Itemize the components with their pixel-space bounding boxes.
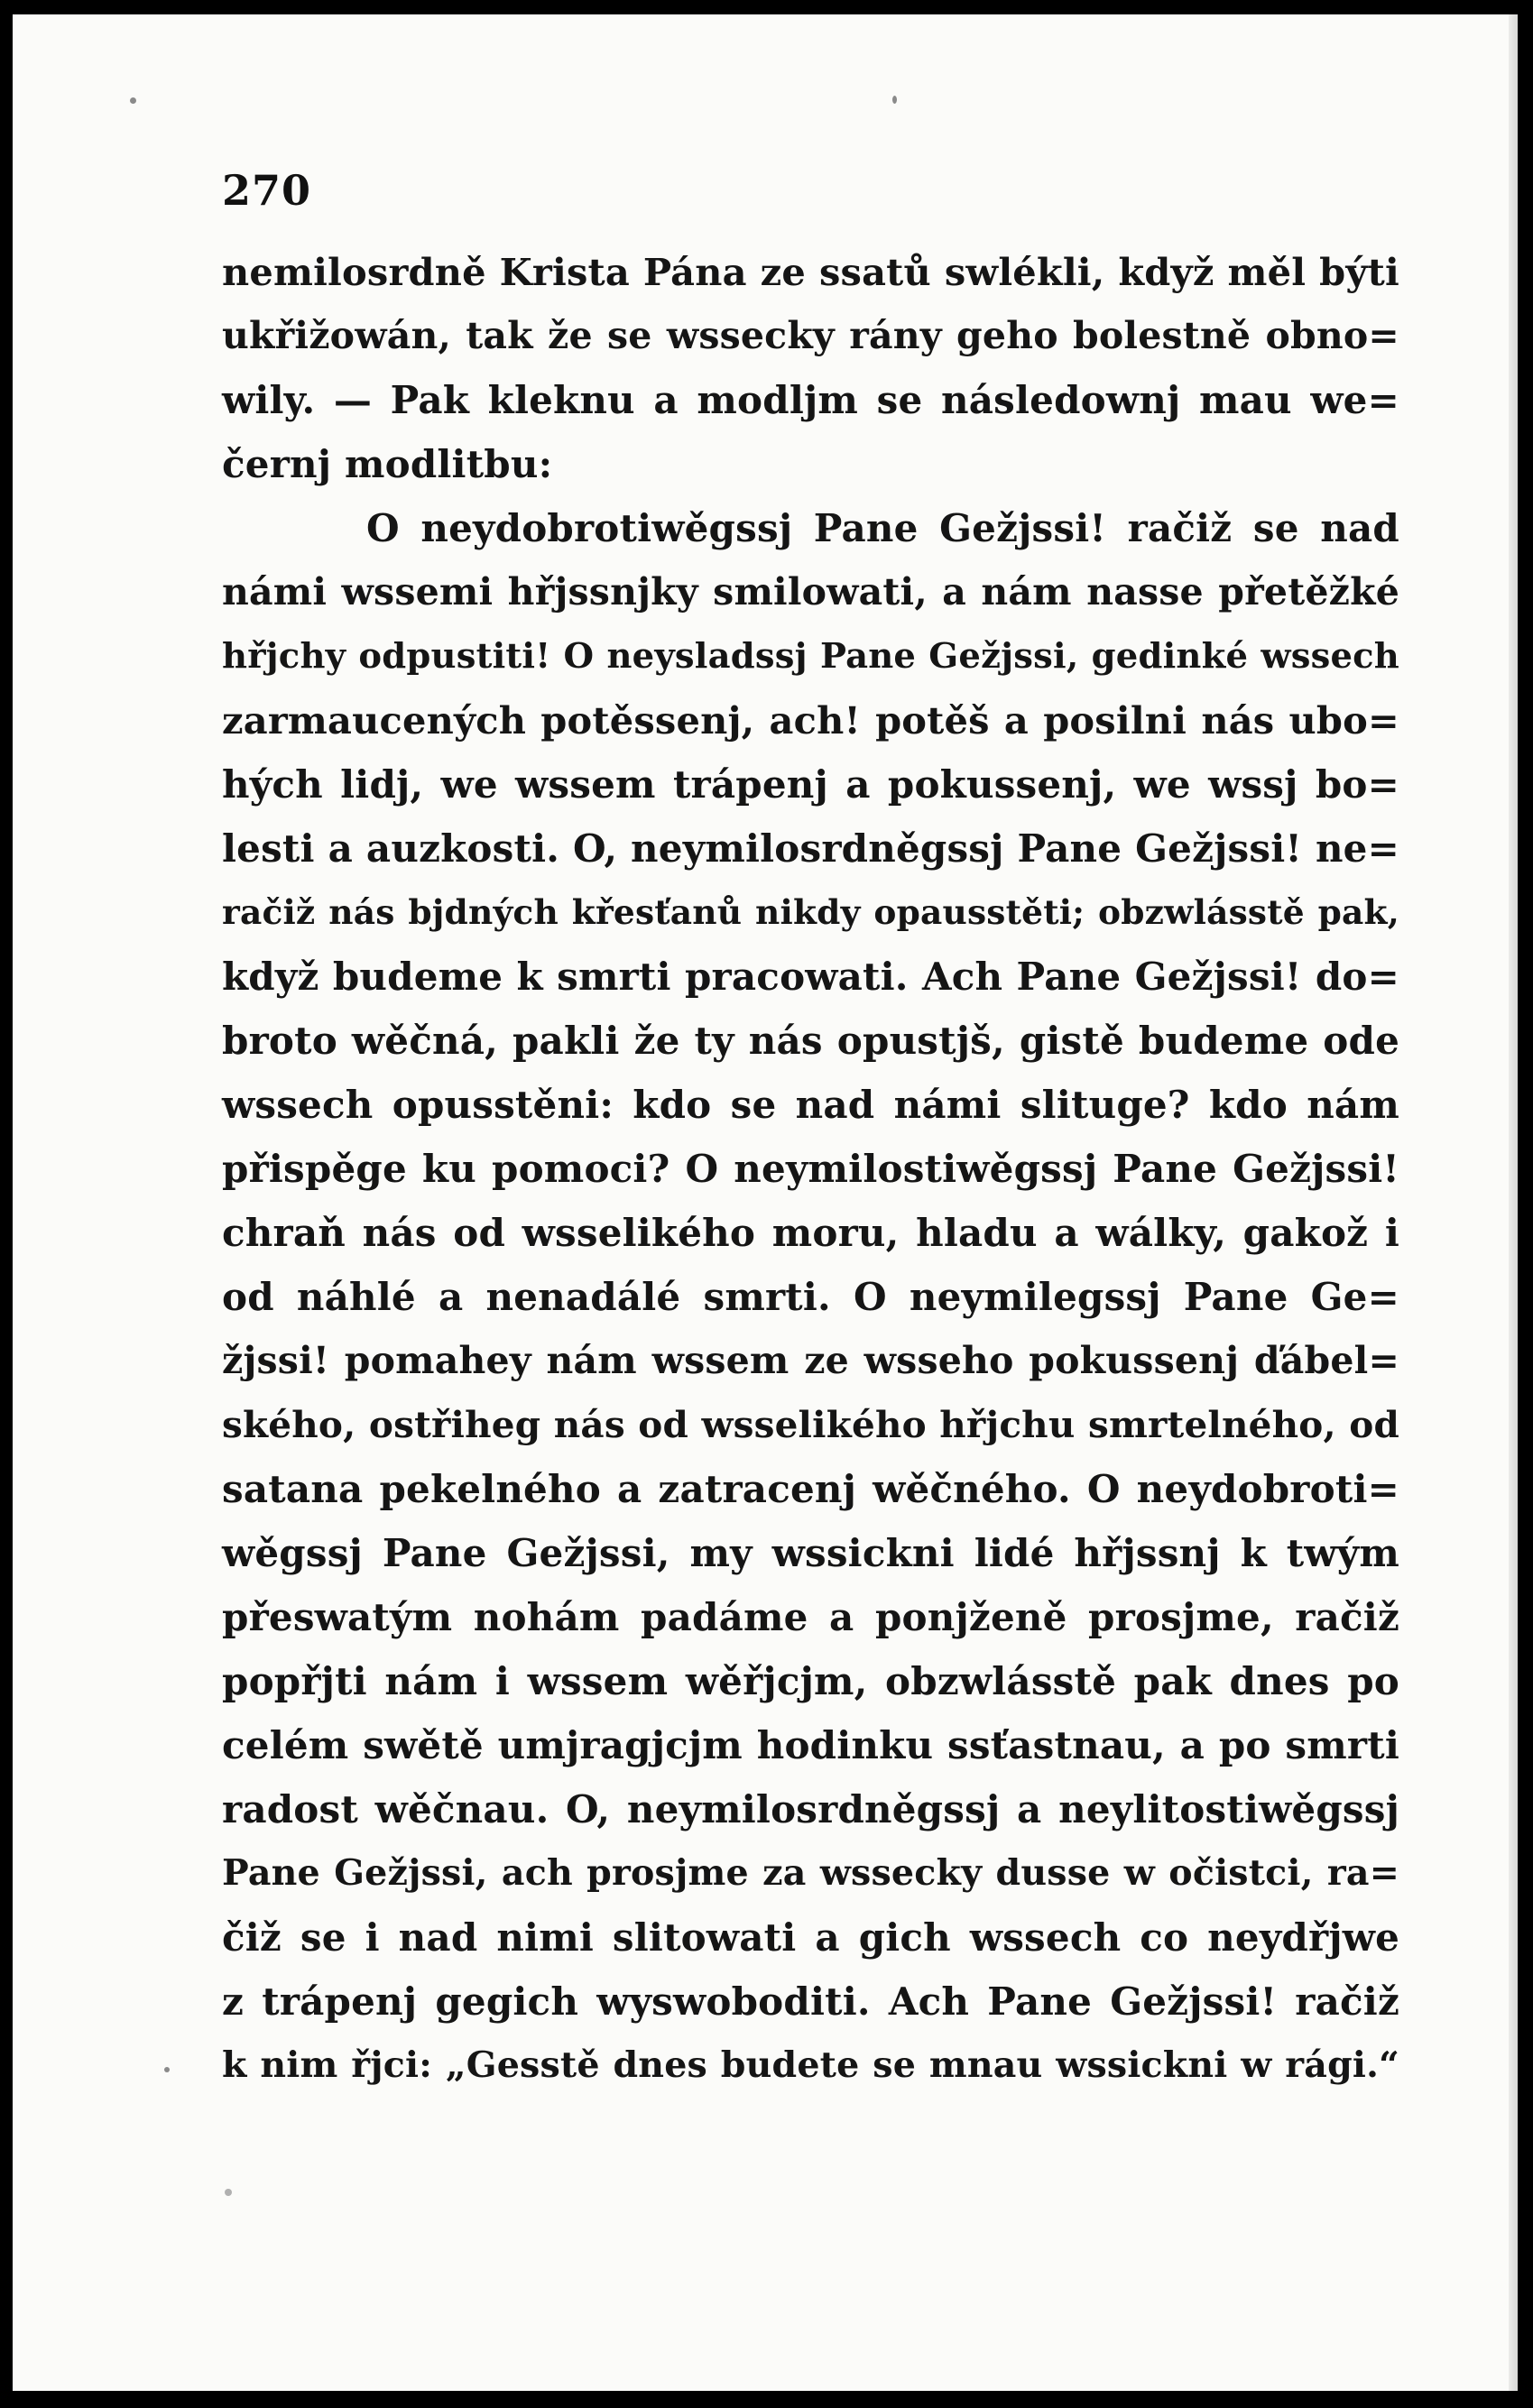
text-line: chraň nás od wsselikého moru, hladu a wálky, gakož i	[222, 1211, 1399, 1255]
page-number: 270	[222, 166, 312, 215]
text-line: k nim řjci: „Gesstě dnes budete se mnau wssickni w rági.“	[222, 2044, 1399, 2086]
text-line: ského, ostřiheg nás od wsselikého hřjchu smrtelného, od	[222, 1403, 1399, 1446]
text-line: od náhlé a nenadálé smrti. O neymilegssj Pane Ge=	[222, 1275, 1399, 1319]
paper-speck	[130, 97, 136, 104]
text-line: čiž se i nad nimi slitowati a gich wssech co neydřjwe	[222, 1915, 1399, 1960]
text-line: ukřižowán, tak že se wssecky rány geho bolestně obno=	[222, 314, 1399, 357]
text-line: hřjchy odpustiti! O neysladssj Pane Gežjssi, gedinké wssech	[222, 636, 1399, 677]
text-line: přispěge ku pomoci? O neymilostiwěgssj Pane Gežjssi!	[222, 1147, 1399, 1191]
text-line: zarmaucených potěssenj, ach! potěš a posilni nás ubo=	[222, 698, 1399, 743]
text-line: celém swětě umjragjcjm hodinku ssťastnau, a po smrti	[222, 1723, 1399, 1767]
text-line: nemilosrdně Krista Pána ze ssatů swlékli, když měl býti	[222, 250, 1399, 294]
text-line: O neydobrotiwěgssj Pane Gežjssi! račiž se nad	[366, 506, 1399, 550]
text-line: žjssi! pomahey nám wssem ze wsseho pokussenj ďábel=	[222, 1339, 1399, 1382]
text-line: hých lidj, we wssem trápenj a pokussenj, we wssj bo=	[222, 762, 1399, 807]
text-line: radost wěčnau. O, neymilosrdněgssj a neylitostiwěgssj	[222, 1787, 1399, 1831]
prayer-text-block	[222, 240, 1399, 2098]
text-line: popřjti nám i wssem wěřjcjm, obzwlásstě pak dnes po	[222, 1659, 1399, 1703]
scan-edge	[1509, 14, 1518, 2391]
paper-speck	[164, 2067, 170, 2072]
text-line: černj modlitbu:	[222, 442, 553, 486]
text-line: satana pekelného a zatracenj wěčného. O neydobroti=	[222, 1467, 1399, 1511]
text-line: Pane Gežjssi, ach prosjme za wssecky dusse w očistci, ra=	[222, 1852, 1399, 1894]
text-line: wssech opusstěni: kdo se nad námi slituge? kdo nám	[222, 1083, 1399, 1127]
paper-speck	[225, 2189, 232, 2196]
book-page	[13, 14, 1518, 2391]
text-line: wěgssj Pane Gežjssi, my wssickni lidé hřjssnj k twým	[222, 1531, 1399, 1575]
text-line: račiž nás bjdných křesťanů nikdy opausstěti; obzwlásstě pak,	[222, 892, 1399, 932]
text-line: když budeme k smrti pracowati. Ach Pane Gežjssi! do=	[222, 955, 1399, 999]
text-line: z trápenj gegich wyswoboditi. Ach Pane Gežjssi! račiž	[222, 1979, 1399, 2024]
paper-speck	[892, 96, 897, 104]
text-line: wily. — Pak kleknu a modljm se následownj mau we=	[222, 378, 1399, 422]
text-line: broto wěčná, pakli že ty nás opustjš, gistě budeme ode	[222, 1019, 1399, 1063]
text-line: lesti a auzkosti. O, neymilosrdněgssj Pane Gežjssi! ne=	[222, 826, 1399, 871]
text-line: přeswatým nohám padáme a ponjženě prosjme, račiž	[222, 1595, 1399, 1639]
text-line: námi wssemi hřjssnjky smilowati, a nám nasse přetěžké	[222, 570, 1399, 614]
